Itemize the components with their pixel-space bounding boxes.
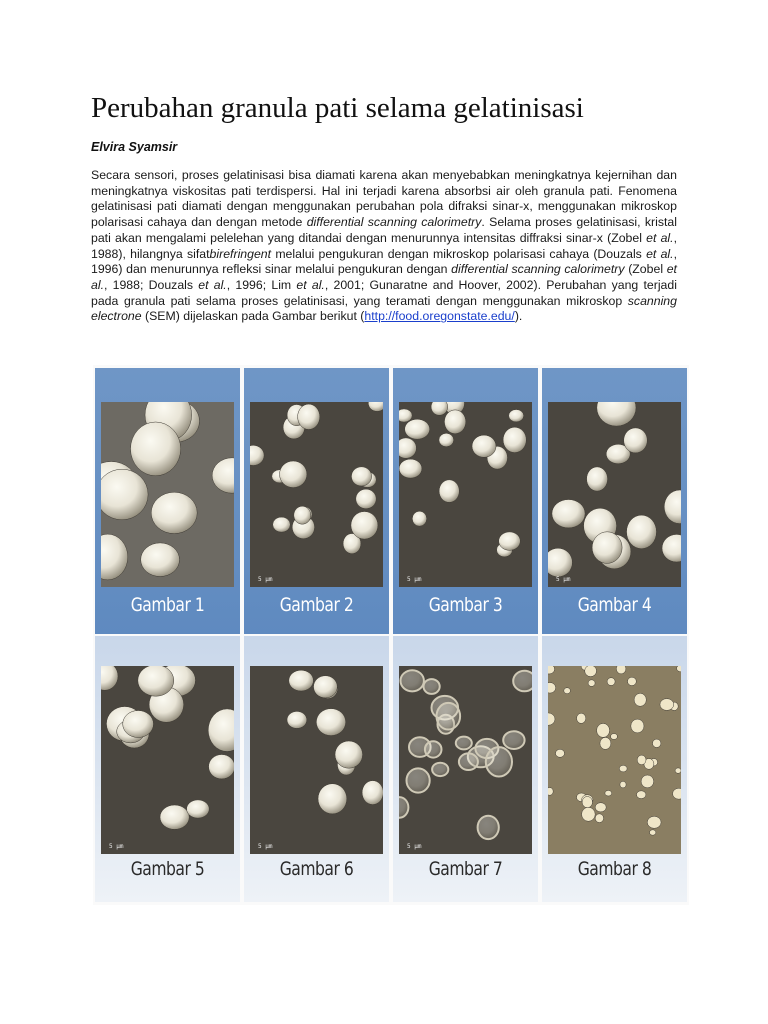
- figure-caption: Gambar 7: [428, 858, 503, 880]
- starch-granule: [509, 410, 524, 422]
- source-link[interactable]: http://food.oregonstate.edu/: [364, 309, 515, 324]
- text-segment: , 2001; Gunaratne and Hoover, 2002). Perubahan yang terjadi pada granula pati selama proses gelatinisasi, yang teramati dengan menggunakan mikroskop: [91, 277, 677, 308]
- micrograph-canvas: [548, 666, 681, 854]
- figure-row-bottom: [95, 636, 687, 902]
- figure-panel: [393, 636, 538, 902]
- starch-granule: [298, 404, 320, 429]
- text-segment: Secara sensori, proses gelatinisasi bisa diamati karena akan menyebabkan meningkatnya kejernihan dan meningkatnya viskositas pati terdispersi. Hal ini terjadi karena absorbsi air oleh granula pati. Fenomena gelatinisasi pati diamati dengan menggunakan perubahan pola difraksi sinar-x, menggunakan mikroskop polarisasi cahaya dan dengan metode: [91, 168, 677, 230]
- scale-label: 5 µm: [258, 843, 273, 850]
- figure-caption: Gambar 2: [279, 594, 354, 616]
- starch-granule: [647, 816, 661, 828]
- text-segment: ).: [514, 309, 523, 324]
- starch-granule: [634, 693, 646, 706]
- starch-granule: [587, 467, 608, 491]
- starch-granule: [624, 428, 648, 453]
- starch-granule: [437, 703, 461, 730]
- figure-panel: [542, 368, 687, 634]
- starch-granule: [631, 719, 644, 733]
- starch-granule: [405, 419, 430, 439]
- starch-granule: [577, 713, 586, 723]
- starch-granule: [131, 422, 181, 476]
- starch-granule: [287, 711, 307, 728]
- starch-granule: [187, 800, 210, 818]
- figure-panel: [244, 636, 389, 902]
- italic-term: et al.: [646, 230, 674, 245]
- starch-granule: [289, 670, 314, 691]
- italic-term: birefringent: [209, 246, 272, 261]
- sem-micrograph: [548, 402, 681, 587]
- starch-granule: [564, 688, 571, 694]
- starch-granule: [439, 480, 459, 503]
- scale-label: 5 µm: [109, 843, 124, 850]
- starch-granule: [318, 784, 347, 814]
- starch-granule: [628, 677, 637, 685]
- italic-term: et al.: [646, 246, 674, 261]
- starch-granule: [335, 741, 363, 768]
- body-paragraph: [91, 168, 677, 325]
- starch-granule: [478, 816, 499, 839]
- starch-granule: [356, 489, 376, 509]
- starch-granule: [585, 666, 597, 677]
- starch-granule: [641, 775, 654, 788]
- starch-granule: [401, 670, 424, 691]
- starch-granule: [209, 755, 234, 779]
- scale-label: 5 µm: [407, 843, 422, 850]
- starch-granule: [316, 709, 345, 736]
- italic-term: differential scanning calorimetry: [451, 262, 625, 277]
- starch-granule: [412, 511, 426, 526]
- starch-granule: [138, 666, 174, 696]
- starch-granule: [294, 506, 311, 524]
- author-name: Elvira Syamsir: [91, 140, 178, 154]
- micrograph-canvas: [250, 666, 383, 854]
- page-title: Perubahan granula pati selama gelatinisasi: [91, 92, 584, 124]
- figure-caption: Gambar 8: [577, 858, 652, 880]
- text-segment: (Zobel: [624, 262, 667, 277]
- sem-micrograph: [250, 402, 383, 587]
- starch-granule: [141, 543, 180, 577]
- text-segment: , 1996) dan menurunnya refleksi sinar melalui pengukuran dengan: [91, 246, 677, 277]
- sem-micrograph: [101, 666, 234, 854]
- figure-panel: [393, 368, 538, 634]
- starch-granule: [425, 741, 442, 757]
- sem-figure-grid: [93, 365, 689, 905]
- micrograph-canvas: [101, 402, 234, 587]
- starch-granule: [432, 763, 448, 776]
- starch-granule: [582, 807, 596, 821]
- starch-granule: [607, 678, 615, 686]
- text-segment: , 1996; Lim: [226, 277, 297, 292]
- starch-granule: [605, 790, 612, 796]
- starch-granule: [620, 781, 626, 788]
- starch-granule: [637, 791, 646, 799]
- starch-granule: [456, 737, 472, 750]
- starch-granule: [597, 723, 610, 737]
- starch-granule: [439, 433, 454, 446]
- starch-granule: [499, 532, 521, 550]
- italic-term: et al.: [91, 262, 677, 292]
- starch-granule: [588, 680, 595, 687]
- starch-granule: [486, 747, 512, 776]
- starch-granule: [653, 739, 661, 747]
- figure-caption: Gambar 6: [279, 858, 354, 880]
- figure-panel: [542, 636, 687, 902]
- starch-granule: [677, 666, 681, 672]
- sem-micrograph: [548, 666, 681, 854]
- starch-granule: [595, 803, 606, 812]
- starch-granule: [399, 797, 408, 818]
- starch-granule: [650, 830, 656, 835]
- starch-granule: [444, 410, 465, 434]
- starch-granule: [351, 467, 371, 486]
- figure-panel: [244, 368, 389, 634]
- micrograph-canvas: [399, 666, 532, 854]
- starch-granule: [160, 805, 189, 829]
- text-segment: . Selama proses gelatinisasi, kristal pati akan mengalami pelelehan yang ditandai dengan menurunnya intensitas diffraksi sinar-x (Zobel: [91, 215, 677, 245]
- starch-granule: [600, 737, 611, 749]
- starch-granule: [660, 699, 674, 711]
- italic-term: differential scanning calorimetry: [306, 215, 482, 230]
- text-segment: (SEM) dijelaskan pada Gambar berikut (: [141, 309, 365, 324]
- figure-caption: Gambar 5: [130, 858, 205, 880]
- figure-caption: Gambar 4: [577, 594, 652, 616]
- starch-granule: [592, 532, 622, 564]
- starch-granule: [675, 768, 681, 773]
- micrograph-canvas: [250, 402, 383, 587]
- starch-granule: [407, 768, 430, 792]
- micrograph-canvas: [399, 402, 532, 587]
- starch-granule: [611, 734, 618, 740]
- figure-caption: Gambar 1: [130, 594, 205, 616]
- figure-row-top: [95, 368, 687, 634]
- sem-micrograph: [399, 402, 532, 587]
- starch-granule: [619, 765, 627, 772]
- starch-granule: [616, 666, 626, 674]
- text-segment: , 1988; Douzals: [104, 277, 199, 292]
- starch-granule: [151, 492, 197, 533]
- starch-granule: [595, 814, 603, 823]
- starch-granule: [424, 679, 440, 694]
- starch-granule: [362, 781, 383, 805]
- starch-granule: [399, 459, 422, 478]
- starch-granule: [637, 755, 646, 765]
- starch-granule: [552, 500, 585, 528]
- italic-term: scanning electrone: [91, 293, 677, 324]
- starch-granule: [399, 409, 412, 422]
- starch-granule: [472, 435, 496, 457]
- scale-label: 5 µm: [556, 576, 571, 583]
- starch-granule: [556, 749, 565, 757]
- starch-granule: [627, 515, 657, 549]
- italic-term: et al.: [296, 277, 325, 292]
- figure-caption: Gambar 3: [428, 594, 503, 616]
- starch-granule: [513, 671, 532, 692]
- sem-micrograph: [399, 666, 532, 854]
- starch-granule: [280, 461, 307, 488]
- italic-term: et al.: [198, 277, 227, 292]
- starch-granule: [123, 711, 154, 738]
- starch-granule: [273, 517, 291, 532]
- starch-granule: [582, 797, 592, 808]
- text-segment: , 1988), hilangnya sifat: [91, 230, 677, 261]
- starch-granule: [548, 788, 553, 796]
- text-segment: melalui pengukuran dengan mikroskop polarisasi cahaya (Douzals: [271, 246, 647, 261]
- sem-micrograph: [101, 402, 234, 587]
- starch-granule: [503, 731, 524, 749]
- starch-granule: [459, 753, 478, 770]
- starch-granule: [351, 512, 378, 540]
- micrograph-canvas: [101, 666, 234, 854]
- figure-panel: [95, 636, 240, 902]
- scale-label: 5 µm: [407, 576, 422, 583]
- sem-micrograph: [250, 666, 383, 854]
- starch-granule: [314, 676, 338, 698]
- micrograph-canvas: [548, 402, 681, 587]
- starch-granule: [503, 427, 526, 452]
- scale-label: 5 µm: [258, 576, 273, 583]
- figure-panel: [95, 368, 240, 634]
